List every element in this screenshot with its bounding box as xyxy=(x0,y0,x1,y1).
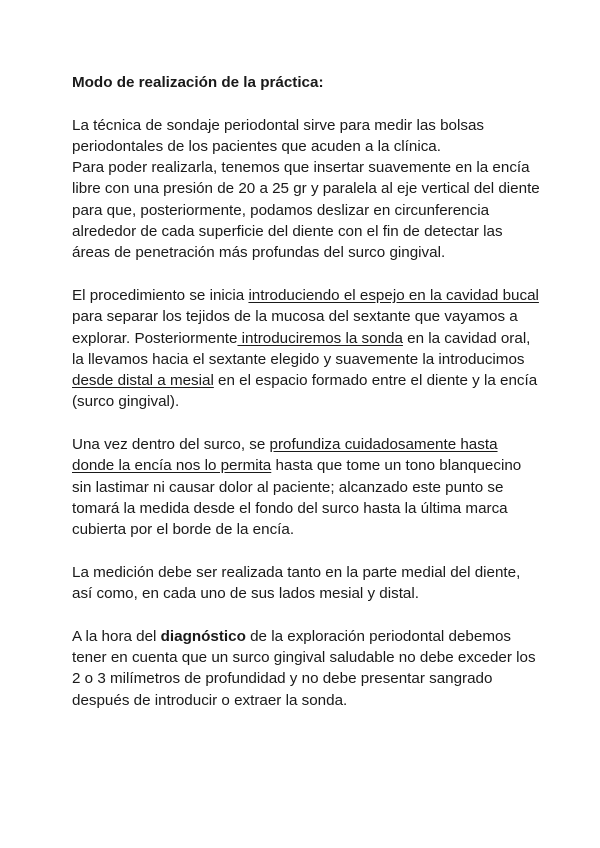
paragraph-diagnostico xyxy=(72,626,542,711)
paragraph-medicion: La medición debe ser realizada tanto en la parte medial del diente, así como, en cada uno de sus lados mesial y distal. xyxy=(72,563,521,603)
paragraph-procedure xyxy=(72,285,542,413)
procedure-underline-distal-mesial: desde distal a mesial xyxy=(72,372,214,390)
procedure-text-4: en el espacio formado entre el diente y la encía (surco gingival). xyxy=(72,372,538,411)
intro-technique: Para poder realizarla, tenemos que insertar suavemente en la encía libre con una presión de 20 a 25 gr y paralela al eje vertical del diente para que, posteriormente, podamos deslizar en circunferencia alrededor de cada superficie del diente con el fin de detectar las áreas de penetración más profundas del surco gingival. xyxy=(72,159,540,262)
diagnostico-text-1: A la hora del xyxy=(72,627,161,645)
intro-sentence: La técnica de sondaje periodontal sirve para medir las bolsas periodontales de los pacientes que acuden a la clínica. xyxy=(72,116,484,155)
diagnostico-bold: diagnóstico xyxy=(160,627,246,645)
procedure-text-3: en la cavidad oral, la llevamos hacia el sextante elegido y suavemente la introducimos xyxy=(72,329,531,368)
diagnostico-text-2: de la exploración periodontal debemos tener en cuenta que un surco gingival saludable no debe exceder los 2 o 3 milímetros de profundidad y no debe presentar sangrado después de introducir o extraer la sonda. xyxy=(72,627,536,709)
surco-underline-profundiza: profundiza cuidadosamente hasta donde la encía nos lo permita xyxy=(72,436,498,475)
surco-text-1: Una vez dentro del surco, se xyxy=(72,436,270,454)
paragraph-intro xyxy=(72,115,542,264)
procedure-underline-espejo: introduciendo el espejo en la cavidad bucal xyxy=(248,286,539,304)
procedure-text-2: para separar los tejidos de la mucosa del sextante que vayamos a explorar. Posteriormente xyxy=(72,308,518,347)
procedure-text-1: El procedimiento se inicia xyxy=(72,286,249,304)
section-heading: Modo de realización de la práctica: xyxy=(72,74,324,91)
procedure-underline-sonda: introduciremos la sonda xyxy=(237,329,403,347)
document-page xyxy=(72,72,542,732)
surco-text-2: hasta que tome un tono blanquecino sin lastimar ni causar dolor al paciente; alcanzado este punto se tomará la medida desde el fondo del surco hasta la última marca cubierta por el borde de la encía. xyxy=(72,457,522,539)
paragraph-surco xyxy=(72,434,542,540)
